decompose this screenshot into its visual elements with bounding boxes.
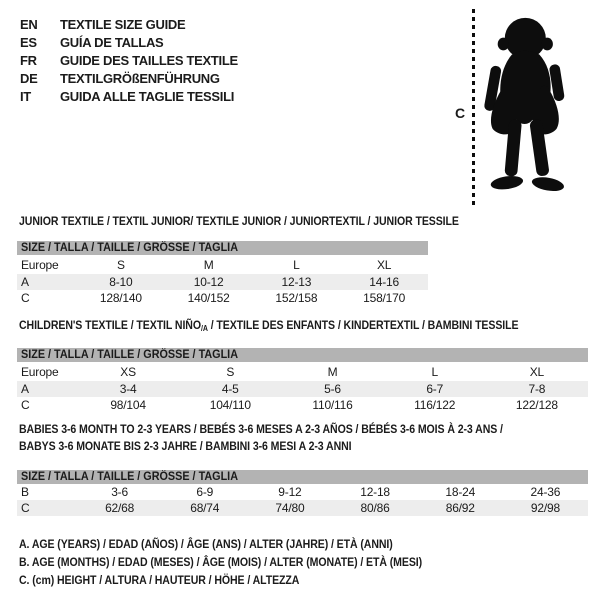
footnote-text: C. (cm) HEIGHT / ALTURA / HAUTEUR / HÖHE / ALTEZZA (19, 573, 300, 587)
language-code: DE (20, 70, 38, 86)
language-row-es (20, 33, 238, 51)
babies-table-title (19, 421, 569, 455)
language-code: FR (20, 52, 37, 68)
cell: M (203, 257, 214, 272)
cell: 6-9 (196, 485, 214, 499)
table-row-height (17, 500, 588, 516)
cell: 128/140 (99, 291, 142, 305)
size-header-label: SIZE / TALLA / TAILLE / GRÖSSE / TAGLIA (21, 242, 239, 254)
babies-title-line2: BABYS 3-6 MONATE BIS 2-3 JAHRE / BAMBINI 3-6 MESI A 2-3 ANNI (19, 439, 352, 453)
cell: XL (376, 257, 392, 272)
cell: 12-13 (281, 275, 312, 289)
size-header-label: SIZE / TALLA / TAILLE / GRÖSSE / TAGLIA (21, 349, 239, 361)
cell: 98/104 (110, 398, 146, 412)
children-table-title (19, 318, 587, 333)
cell: 14-16 (369, 275, 399, 289)
height-measure-label: C (455, 105, 466, 121)
cell: L (431, 364, 438, 379)
cell: 140/152 (187, 291, 230, 305)
cell: 92/98 (530, 501, 560, 515)
toddler-silhouette-icon (480, 6, 572, 208)
language-row-fr (20, 51, 238, 69)
row-label: Europe (21, 364, 59, 379)
cell: S (226, 364, 235, 379)
table-row-europe (17, 255, 428, 274)
cell: 68/74 (190, 501, 220, 515)
cell: S (116, 257, 125, 272)
footnote-text: A. AGE (YEARS) / EDAD (AÑOS) / ÂGE (ANS) / ALTER (JAHRE) / ETÀ (ANNI) (19, 537, 393, 551)
cell: XL (529, 364, 545, 379)
size-header-bar (17, 241, 428, 255)
children-size-table (17, 348, 588, 413)
table-row-height (17, 397, 588, 413)
cell: M (327, 364, 338, 379)
cell: L (293, 257, 300, 272)
cell: 80/86 (360, 501, 390, 515)
cell: 18-24 (445, 485, 476, 499)
cell: 62/68 (105, 501, 135, 515)
cell: 8-10 (109, 275, 133, 289)
cell: 104/110 (209, 398, 251, 412)
cell: 158/170 (363, 291, 406, 305)
language-label: GUÍA DE TALLAS (60, 34, 164, 50)
junior-table-title-text: JUNIOR TEXTILE / TEXTIL JUNIOR/ TEXTILE JUNIOR / JUNIORTEXTIL / JUNIOR TESSILE (19, 214, 459, 228)
height-dashed-line (472, 9, 475, 206)
language-row-it (20, 87, 238, 105)
junior-size-table (17, 241, 428, 306)
footnote-age-months (19, 555, 477, 569)
table-row-height (17, 290, 428, 306)
cell: 74/80 (275, 501, 305, 515)
cell: 152/158 (275, 291, 318, 305)
language-label: TEXTILGRÖßENFÜHRUNG (60, 70, 220, 86)
cell: 3-4 (119, 382, 137, 396)
row-label: A (21, 382, 29, 396)
footnote-height (19, 573, 338, 587)
row-label: C (21, 398, 30, 412)
cell: 7-8 (528, 382, 546, 396)
cell: 110/116 (312, 398, 353, 412)
cell: 24-36 (530, 485, 561, 499)
row-label: C (21, 501, 30, 515)
row-label: B (21, 485, 29, 499)
babies-size-table (17, 470, 588, 516)
cell: 4-5 (221, 382, 239, 396)
table-row-age (17, 274, 428, 290)
footnote-age-years (19, 537, 444, 551)
footnote-text: B. AGE (MONTHS) / EDAD (MESES) / ÂGE (MOIS) / ALTER (MONATE) / ETÀ (MESI) (19, 555, 423, 569)
cell: 10-12 (193, 275, 224, 289)
children-table-title-text (19, 318, 518, 333)
language-row-de (20, 69, 238, 87)
junior-table-title (19, 214, 519, 228)
title-part-before: CHILDREN'S TEXTILE / TEXTIL NIÑO (19, 318, 201, 332)
row-label: C (21, 291, 30, 305)
language-code: IT (20, 88, 31, 104)
size-header-bar (17, 348, 588, 362)
table-row-age (17, 381, 588, 397)
language-code: ES (20, 34, 37, 50)
language-label: GUIDA ALLE TAGLIE TESSILI (60, 88, 235, 104)
cell: XS (120, 364, 136, 379)
cell: 3-6 (111, 485, 128, 499)
table-row-europe (17, 362, 588, 381)
cell: 5-6 (324, 382, 341, 396)
cell: 86/92 (445, 501, 475, 515)
cell: 9-12 (278, 485, 302, 499)
cell: 122/128 (515, 398, 558, 412)
cell: 116/122 (414, 398, 456, 412)
language-code: EN (20, 16, 38, 32)
title-part-after: / TEXTILE DES ENFANTS / KINDERTEXTIL / BAMBINI TESSILE (207, 318, 519, 332)
title-part-sub: /A (200, 324, 208, 333)
babies-title-line1: BABIES 3-6 MONTH TO 2-3 YEARS / BEBÉS 3-6 MESES A 2-3 AÑOS / BÉBÉS 3-6 MOIS À 2-3 ANS / (19, 422, 503, 436)
language-row-en (20, 15, 238, 33)
table-row-months (17, 484, 588, 500)
size-header-bar (17, 470, 588, 484)
language-label: TEXTILE SIZE GUIDE (60, 16, 186, 32)
row-label: Europe (21, 257, 59, 272)
language-list (20, 15, 238, 105)
cell: 12-18 (360, 485, 390, 499)
cell: 6-7 (426, 382, 444, 396)
row-label: A (21, 275, 29, 289)
language-label: GUIDE DES TAILLES TEXTILE (60, 52, 238, 68)
size-header-label: SIZE / TALLA / TAILLE / GRÖSSE / TAGLIA (21, 471, 239, 483)
